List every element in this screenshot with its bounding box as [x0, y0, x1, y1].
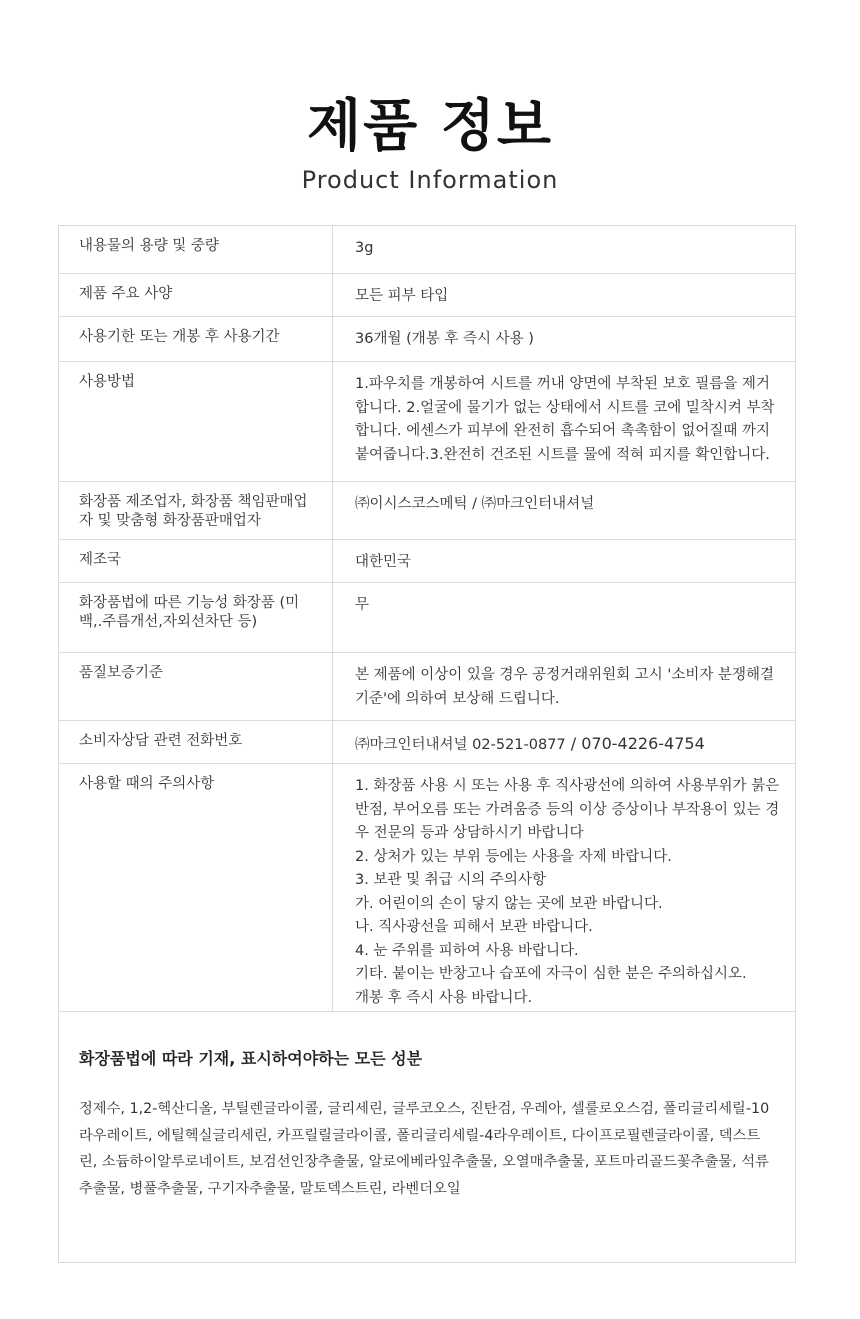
table-row — [59, 653, 795, 721]
row-value-spec: 모든 피부 타입 — [355, 288, 449, 304]
row-value-volume: 3g — [355, 240, 374, 256]
ingredients-section — [59, 1012, 795, 1262]
ingredients-text: 정제수, 1,2-헥산디올, 부틸렌글라이콜, 글리세린, 글루코오스, 진탄검, 우레아, 셀룰로오스검, 폴리글리세릴-10라우레이트, 에틸헥실글리세린, 카프릴릴글라이콜, 폴리글리세릴-4라우레이트, 다이프로필렌글라이콜, 덱스트린, 소듐하이알루로네이트, 보검선인장추출물, 알로에베라잎추출물, 오열매추출물, 포트마리골드꽃추출물, 석류추출물, 병풀추출물, 구기자추출물, 말토덱스트린, 라벤더오일 — [79, 1101, 770, 1197]
table-row — [59, 274, 795, 317]
table-row — [59, 721, 795, 764]
table-row — [59, 583, 795, 653]
phone-primary: ㈜마크인터내셔널 02-521-0877 — [355, 737, 566, 753]
page-subtitle: Product Information — [301, 166, 559, 194]
row-label-quality: 품질보증기준 — [59, 653, 333, 720]
row-value-country: 대한민국 — [355, 554, 412, 570]
caution-line: 기타. 붙이는 반창고나 습포에 자극이 심한 분은 주의하십시오. — [355, 966, 747, 982]
row-label-spec: 제품 주요 사양 — [59, 274, 333, 316]
table-row — [59, 317, 795, 362]
row-value-manufacturer: ㈜이시스코스메틱 / ㈜마크인터내셔널 — [355, 496, 595, 512]
row-label-expiry: 사용기한 또는 개봉 후 사용기간 — [59, 317, 333, 361]
caution-line: 2. 상처가 있는 부위 등에는 사용을 자제 바랍니다. — [355, 848, 672, 865]
ingredients-title: 화장품법에 따라 기재, 표시하여야하는 모든 성분 — [79, 1049, 423, 1068]
row-value-usage: 1.파우치를 개봉하여 시트를 꺼내 양면에 부착된 보호 필름을 제거합니다. 2.얼굴에 물기가 없는 상태에서 시트를 코에 밀착시켜 부착합니다. 에센스가 피부에 완전히 흡수되어 촉촉함이 없어질때 까지 붙여줍니다.3.완전히 건조된 시트를 물에 적혀 피지를 확인합니다. — [355, 376, 775, 463]
row-label-functional: 화장품법에 따른 기능성 화장품 (미백,.주름개선,자외선차단 등) — [59, 583, 333, 652]
caution-line: 1. 화장품 사용 시 또는 사용 후 직사광선에 의하여 사용부위가 붉은 반점, 부어오름 또는 가려움증 등의 이상 증상이나 부작용이 있는 경우 전문의 등과 상담하시기 바랍니다 — [355, 778, 780, 841]
table-row — [59, 226, 795, 274]
table-row — [59, 362, 795, 482]
table-row — [59, 540, 795, 583]
caution-line: 가. 어린이의 손이 닿지 않는 곳에 보관 바랍니다. — [355, 895, 663, 912]
row-value-phone — [333, 721, 795, 763]
row-label-manufacturer: 화장품 제조업자, 화장품 책임판매업자 및 맞춤형 화장품판매업자 — [59, 482, 333, 539]
phone-secondary: / 070-4226-4754 — [565, 734, 705, 753]
caution-line: 3. 보관 및 취급 시의 주의사항 — [355, 872, 546, 888]
caution-line: 나. 직사광선을 피해서 보관 바랍니다. — [355, 919, 593, 935]
row-label-country: 제조국 — [59, 540, 333, 582]
row-value-caution — [333, 764, 795, 1011]
caution-line: 4. 눈 주위를 피하여 사용 바랍니다. — [355, 942, 579, 959]
row-label-usage: 사용방법 — [59, 362, 333, 481]
caution-line: 개봉 후 즉시 사용 바랍니다. — [355, 989, 533, 1006]
table-row — [59, 764, 795, 1012]
table-row — [59, 482, 795, 540]
row-value-functional: 무 — [355, 597, 370, 613]
row-label-caution: 사용할 때의 주의사항 — [59, 764, 333, 1011]
product-info-table — [58, 225, 796, 1263]
row-label-phone: 소비자상담 관련 전화번호 — [59, 721, 333, 763]
row-value-quality: 본 제품에 이상이 있을 경우 공정거래위원회 고시 '소비자 분쟁해결기준'에 의하여 보상해 드립니다. — [355, 667, 775, 707]
row-label-volume: 내용물의 용량 및 중량 — [59, 226, 333, 273]
row-value-expiry: 36개월 (개봉 후 즉시 사용 ) — [355, 331, 534, 347]
page-title: 제품 정보 — [307, 94, 553, 159]
